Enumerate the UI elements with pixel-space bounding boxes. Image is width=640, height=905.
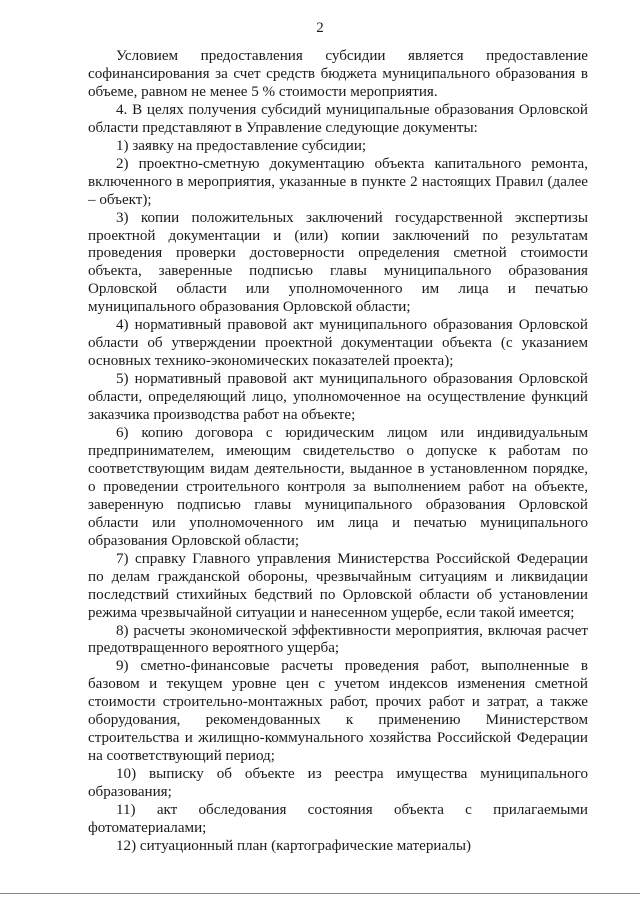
list-item-12-situation-plan: 12) ситуационный план (картографические материалы): [116, 837, 471, 854]
list-item-8-efficiency-calculations: 8) расчеты экономической эффективности мероприятия, включая расчет предотвращенного вероятного ущерба;: [88, 622, 588, 657]
list-item-10-registry-extract: 10) выписку об объекте из реестра имущества муниципального образования;: [88, 766, 588, 801]
list-item-11-inspection-act: 11) акт обследования состояния объекта с прилагаемыми фотоматериалами;: [88, 802, 588, 836]
list-item-5-legal-act-customer: 5) нормативный правовой акт муниципального образования Орловской области, определяющий лицо, уполномоченное на осуществление функций заказчика производства работ на объекте;: [88, 371, 588, 424]
list-item-1-application: 1) заявку на предоставление субсидии;: [116, 137, 367, 154]
paragraph-cofinancing-condition: Условием предоставления субсидии является предоставление софинансирования за счет средств бюджета муниципального образования в объеме, равном не менее 5 % стоимости мероприятия.: [88, 48, 588, 100]
list-item-6-contract-copy: 6) копию договора с юридическим лицом или индивидуальным предпринимателем, имеющим свидетельство о допуске к работам по соответствующим видам деятельности, выданное в установленном порядке, о проведении строительного контроля за выполнением работ на объекте, заверенную подписью главы муниципального образования Орловской области или уполномоченного им лица и печатью муниципального образования Орловской области;: [88, 425, 588, 549]
page-bottom-edge: [0, 893, 640, 894]
list-item-3-expertise-copies: 3) копии положительных заключений государственной экспертизы проектной документации и (или) копии заключений по результатам проведения проверки достоверности определения сметной стоимости объекта, заверенные подписью главы муниципального образования Орловской области или уполномоченного им лица и печатью муниципального образования Орловской области;: [88, 209, 588, 316]
page-number: 2: [316, 20, 324, 36]
list-item-2-design-estimate: 2) проектно-сметную документацию объекта капитального ремонта, включенного в мероприятия, указанные в пункте 2 настоящих Правил (далее – объект);: [88, 155, 588, 208]
list-item-4-legal-act-approval: 4) нормативный правовой акт муниципального образования Орловской области об утверждении проектной документации объекта (с указанием основных технико-экономических показателей проекта);: [88, 317, 588, 370]
paragraph-item-4-documents: 4. В целях получения субсидий муниципальные образования Орловской области представляют в Управление следующие документы:: [88, 101, 588, 136]
document-body: [88, 48, 588, 856]
list-item-9-financial-estimates: 9) сметно-финансовые расчеты проведения работ, выполненные в базовом и текущем уровне цен с учетом индексов изменения сметной стоимости строительно-монтажных работ, прочих работ и затрат, а также оборудования, рекомендованных к применению Министерством строительства и жилищно-коммунального хозяйства Российской Федерации на соответствующий период;: [88, 658, 588, 765]
list-item-7-emergency-certificate: 7) справку Главного управления Министерства Российской Федерации по делам гражданской обороны, чрезвычайным ситуациям и ликвидации последствий стихийных бедствий по Орловской области об установлении режима чрезвычайной ситуации и нанесенном ущербе, если такой имеется;: [88, 550, 588, 621]
